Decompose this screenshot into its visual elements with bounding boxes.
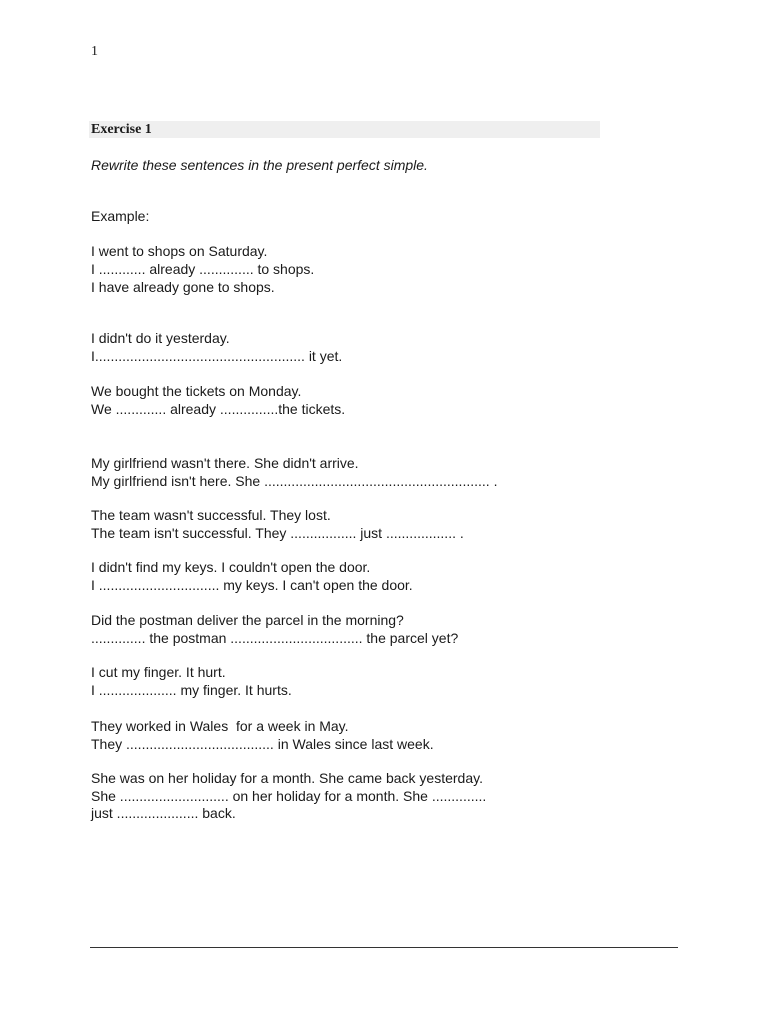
item-4-prompt: The team isn't successful. They ................. just .................. . — [91, 525, 464, 541]
item-1-original: I didn't do it yesterday. — [91, 330, 230, 346]
item-2-original: We bought the tickets on Monday. — [91, 383, 302, 399]
item-3-prompt: My girlfriend isn't here. She .......................................................... . — [91, 473, 498, 489]
item-8-prompt: They ...................................... in Wales since last week. — [91, 736, 434, 752]
item-6-prompt: .............. the postman .................................. the parcel yet? — [91, 630, 459, 646]
item-9-prompt-continued: just ..................... back. — [91, 805, 236, 821]
item-3-original: My girlfriend wasn't there. She didn't arrive. — [91, 455, 359, 471]
item-8-original: They worked in Wales for a week in May. — [91, 718, 349, 734]
item-1-prompt: I...................................................... it yet. — [91, 348, 343, 364]
footer-divider — [90, 947, 678, 948]
item-9-original: She was on her holiday for a month. She came back yesterday. — [91, 770, 483, 786]
item-5-prompt: I ............................... my keys. I can't open the door. — [91, 577, 413, 593]
example-answer-sentence: I have already gone to shops. — [91, 279, 275, 295]
item-7-prompt: I .................... my finger. It hurts. — [91, 682, 292, 698]
item-2-prompt: We ............. already ...............the tickets. — [91, 401, 346, 417]
exercise-instruction: Rewrite these sentences in the present perfect simple. — [91, 157, 428, 173]
item-5-original: I didn't find my keys. I couldn't open the door. — [91, 559, 371, 575]
example-prompt-sentence: I ............ already .............. to shops. — [91, 261, 315, 277]
page-number: 1 — [91, 44, 98, 59]
example-label: Example: — [91, 208, 150, 224]
item-7-original: I cut my finger. It hurt. — [91, 664, 226, 680]
item-9-prompt: She ............................ on her holiday for a month. She .............. — [91, 788, 487, 804]
example-original-sentence: I went to shops on Saturday. — [91, 243, 268, 259]
exercise-heading: Exercise 1 — [89, 121, 600, 138]
item-6-original: Did the postman deliver the parcel in the morning? — [91, 612, 404, 628]
item-4-original: The team wasn't successful. They lost. — [91, 507, 331, 523]
